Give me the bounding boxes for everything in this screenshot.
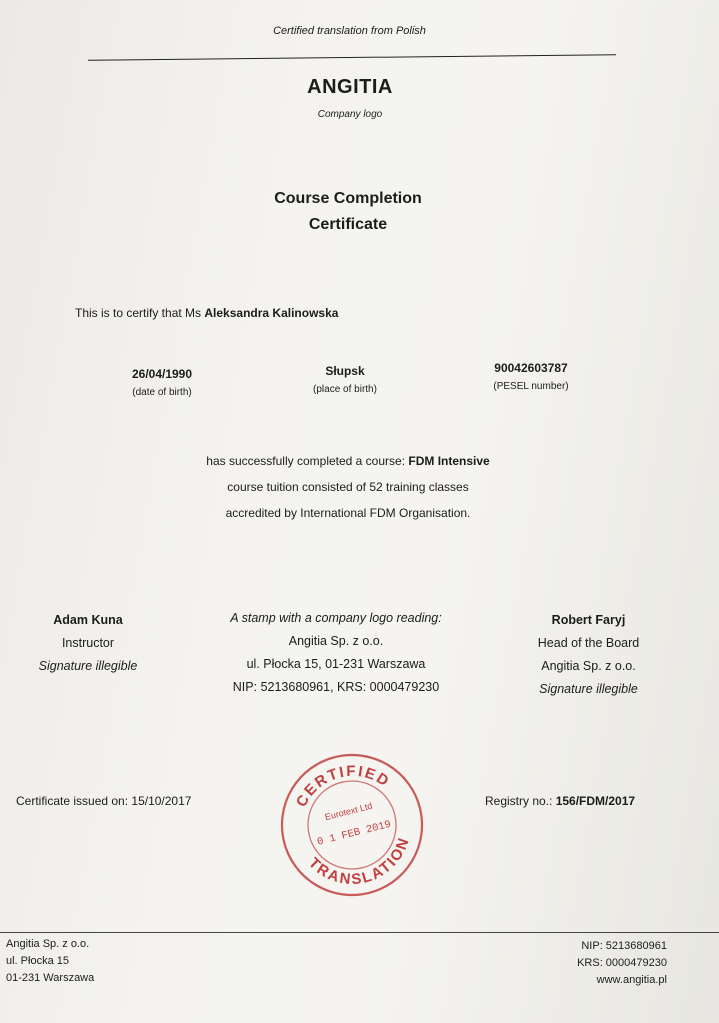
registry-number xyxy=(485,794,635,808)
stamp-line-3: NIP: 5213680961, KRS: 0000479230 xyxy=(232,680,440,694)
instructor-name: Adam Kuna xyxy=(53,613,123,627)
title-line-1: Course Completion xyxy=(274,190,422,207)
stamp-line-2: ul. Płocka 15, 01-231 Warszawa xyxy=(246,657,426,671)
instructor-signature-note: Signature illegible xyxy=(38,659,138,673)
footer-divider xyxy=(0,932,719,933)
birth-place: Słupsk xyxy=(325,364,365,378)
stamp-top-text: CERTIFIED xyxy=(292,762,394,810)
footer-nip: NIP: 5213680961 xyxy=(581,940,667,952)
certify-statement xyxy=(75,306,338,320)
birth-date-label: (date of birth) xyxy=(132,387,192,398)
birth-place-block xyxy=(255,364,435,395)
stamp-company: Eurotext Ltd xyxy=(323,800,374,823)
registry-prefix: Registry no.: xyxy=(485,794,553,808)
footer-address xyxy=(6,936,94,987)
certified-translation-stamp xyxy=(278,750,426,900)
birth-place-label: (place of birth) xyxy=(313,384,377,395)
company-stamp-block xyxy=(206,607,466,699)
company-name: ANGITIA xyxy=(307,76,393,98)
birth-date: 26/04/1990 xyxy=(131,367,193,381)
header-divider xyxy=(88,54,616,61)
course-line-2: course tuition consisted of 52 training classes xyxy=(227,480,469,494)
head-name: Robert Faryj xyxy=(551,613,626,627)
footer-street: ul. Płocka 15 xyxy=(6,955,69,967)
stamp-date: 0 1 FEB 2019 xyxy=(316,818,393,849)
registry-value: 156/FDM/2017 xyxy=(555,794,636,808)
footer-krs: KRS: 0000479230 xyxy=(577,957,667,969)
course-line-1 xyxy=(0,448,696,474)
recipient-name: Aleksandra Kalinowska xyxy=(204,306,339,320)
pesel-block xyxy=(441,361,621,392)
translation-header-note: Certified translation from Polish xyxy=(273,25,426,37)
instructor-role: Instructor xyxy=(61,636,115,650)
issue-date: Certificate issued on: 15/10/2017 xyxy=(16,794,192,808)
course-line-1-prefix: has successfully completed a course: xyxy=(206,454,406,468)
course-name: FDM Intensive xyxy=(408,454,490,468)
head-signature-block xyxy=(506,609,671,701)
company-logo-note: Company logo xyxy=(317,109,383,120)
stamp-bottom-text: TRANSLATION xyxy=(305,834,414,889)
title-line-2: Certificate xyxy=(308,216,388,233)
pesel-label: (PESEL number) xyxy=(493,381,569,392)
certify-prefix: This is to certify that Ms xyxy=(75,306,202,320)
instructor-signature-block xyxy=(8,609,168,678)
footer-company: Angitia Sp. z o.o. xyxy=(6,938,90,950)
footer-website[interactable]: www.angitia.pl xyxy=(596,974,667,986)
head-role: Head of the Board xyxy=(537,636,640,650)
certificate-title xyxy=(0,186,696,238)
birth-date-block xyxy=(72,367,252,398)
footer-city: 01-231 Warszawa xyxy=(6,972,95,984)
footer-registration xyxy=(577,938,667,989)
head-company: Angitia Sp. z o.o. xyxy=(541,659,636,673)
course-description xyxy=(0,448,696,526)
stamp-description: A stamp with a company logo reading: xyxy=(230,611,442,625)
course-line-3: accredited by International FDM Organisation. xyxy=(225,506,471,520)
head-signature-note: Signature illegible xyxy=(539,682,638,696)
pesel-number: 90042603787 xyxy=(494,361,568,375)
stamp-line-1: Angitia Sp. z o.o. xyxy=(288,634,384,648)
